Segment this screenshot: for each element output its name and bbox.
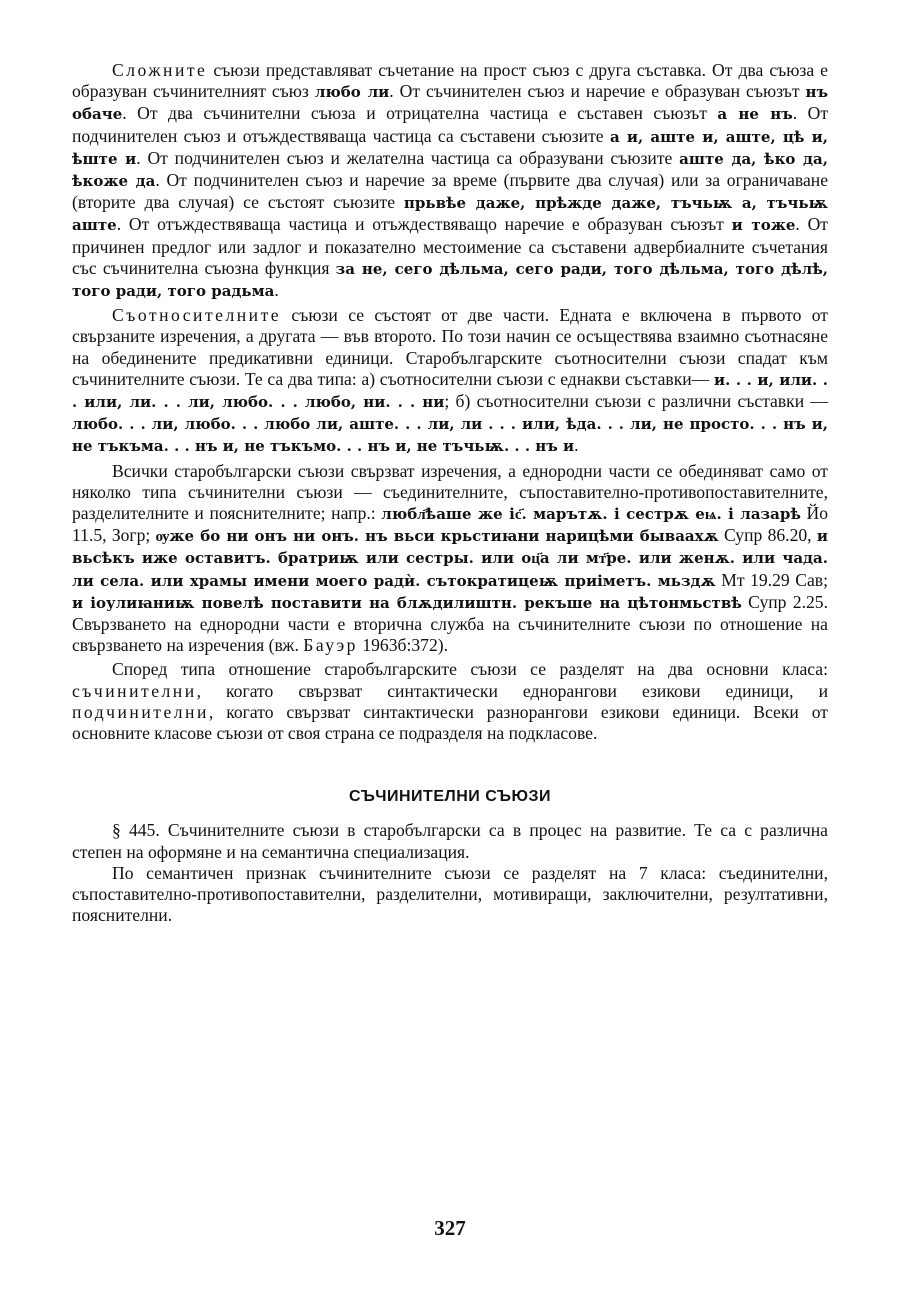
spaced-term: Сложните [112, 60, 208, 80]
old-bulgarian-example: и. . . и, или. . . или, ли. . . ли, любо. . . любо, ни. . . ни [72, 370, 828, 412]
text-run: . От съчинителен съюз и наречие е образуван съюзът [389, 81, 806, 102]
text-run: , когато свързват синтактически еднорангови езикови единици, и [196, 680, 828, 701]
paragraph-complex-conjunctions [72, 60, 828, 302]
old-bulgarian-example: аште да, ѣко да, ѣкоже да [72, 149, 828, 191]
page-body [72, 60, 828, 926]
text-run: Мт 19.29 Сав; [715, 569, 828, 590]
text-run: . От подчинителен съюз и желателна частица са образувани съюзите [136, 147, 680, 168]
text-run: Според типа отношение старобългарските съюзи се разделят на два основни класа: [112, 659, 828, 680]
text-run: съюзи представляват съчетание на прост съюз с друга съставка. От два съюза е образуван съчинителният съюз [72, 60, 828, 102]
paragraph-homogeneous-parts [72, 461, 828, 657]
old-bulgarian-example: и тоже [731, 216, 796, 235]
text-run: . От подчинителен съюз и отъждествяваща частица са съставени съюзите [72, 103, 829, 146]
text-run: По семантичен признак съчинителните съюзи се разделят на 7 класа: съединителни, съпоставително-противопоставителни, разделителни, мотивиращи, заключителни, резултативни, пояснителни. [72, 862, 828, 926]
old-bulgarian-example: любо. . . ли, любо. . . любо ли, аште. . . ли, ли . . . или, ѣда. . . ли, не просто. . . нъ и, не тъкъма. . . нъ и, не тъкъмо. . . нъ и, не тъчьѭ. . . нъ и [72, 415, 828, 456]
old-bulgarian-example: а не нъ [717, 105, 793, 124]
text-run: . От два съчинителни съюза и отрицателна частица е съставен съюзът [122, 103, 718, 124]
text-run: , когато свързват синтактически разнорангови езикови единици. Всеки от основните класове съюзи от своя страна се подразделя на подкласове. [72, 701, 828, 744]
text-run: Супр 86.20, [718, 525, 817, 546]
page-number: 327 [434, 1216, 466, 1240]
old-bulgarian-example: любо ли [314, 83, 390, 102]
text-run: Йо 11.5, Зогр; [72, 503, 828, 546]
text-run: . От подчинителен съюз и наречие за време (първите два случая) или за ограничаване (вторите два случая) се състоят съюзите [72, 170, 829, 213]
old-bulgarian-example: и вьсѣкъ иже оставитъ. братриѭ или сестры. или оц҃а ли мт҃ре. или женѫ. или чада. ли села. или храмы имени моего радѝ. сътократицеѭ приіметъ. мьздѫ [72, 527, 828, 590]
text-run: . От причинен предлог или задлог и показателно местоимение са съставени адвербиалните съчетания със съчинителна съюзна функция [72, 214, 828, 278]
old-bulgarian-example: за не, сего дѣльма, сего ради, того дѣльма, того дѣлѣ, того ради, того радьма [72, 259, 828, 301]
spaced-term: подчинителни [72, 701, 209, 722]
old-bulgarian-example: нъ обаче [72, 83, 829, 124]
old-bulgarian-example: и іоулиꙗниѭ повелѣ поставити на блѫдилиштн. рекъше на цѣтонмьствѣ [72, 593, 742, 612]
paragraph-classification [72, 659, 828, 744]
text-run: Всички старобългарски съюзи свързват изречения, а еднородни части се обединяват само от няколко типа съчинителни съюзи — съединителните, съпоставително-противопоставителните, разделителните и пояснителните; напр.: [72, 460, 828, 524]
old-bulgarian-example: любл҄ѣаше же іс҃. марътѫ. і сестрѫ еѩ. і лазарѣ [381, 505, 801, 524]
paragraph-correlative-conjunctions [72, 305, 828, 457]
text-run: . От отъждествяваща частица и отъждествяващо наречие е образуван съюзът [116, 214, 732, 235]
text-run: съюзи се състоят от две части. Едната е включена в първото от свързаните изречения, а другата — във второто. По този начин се осъществява взаимно съотнасяне на обединените предикативни единици. Старобългарските съотносителни съюзи спадат към съчинителните съюзи. Те са два типа: а) съотносителни съюзи с еднакви съставки— [72, 305, 828, 389]
paragraph-semantic-classes [72, 863, 828, 927]
text-run: 1963б:372). [357, 635, 448, 656]
old-bulgarian-example: прьвѣе даже, прѣжде даже, тъчьѭ а, тъчьѭ аште [72, 194, 828, 235]
old-bulgarian-example: а и, аште и, аште, цѣ и, ѣште и [72, 127, 828, 168]
section-heading: СЪЧИНИТЕЛНИ СЪЮЗИ [348, 788, 551, 806]
spaced-term: съчинителни [72, 680, 197, 701]
text-run: Супр 2.25. Свързването на еднородни части е вторична служба на съчинителните съюзи по отношение на свързването на изречения (вж. [72, 591, 828, 656]
text-run: § 445. Съчинителните съюзи в старобългарски са в процес на развитие. Те са с различна степен на оформяне и на семантична специализация. [72, 820, 828, 862]
paragraph-section-445 [72, 820, 828, 862]
text-run: ; б) съотносителни съюзи с различни съставки — [444, 391, 828, 412]
spaced-term: Съотносителните [112, 305, 282, 326]
text-run: . [274, 280, 279, 301]
text-run: . [574, 435, 579, 456]
spaced-term: Бауэр [303, 635, 358, 656]
old-bulgarian-example: ѹже бо ни онъ ни онъ. нъ вьси крьстиꙗни нарицѣми бываахѫ [155, 527, 719, 546]
